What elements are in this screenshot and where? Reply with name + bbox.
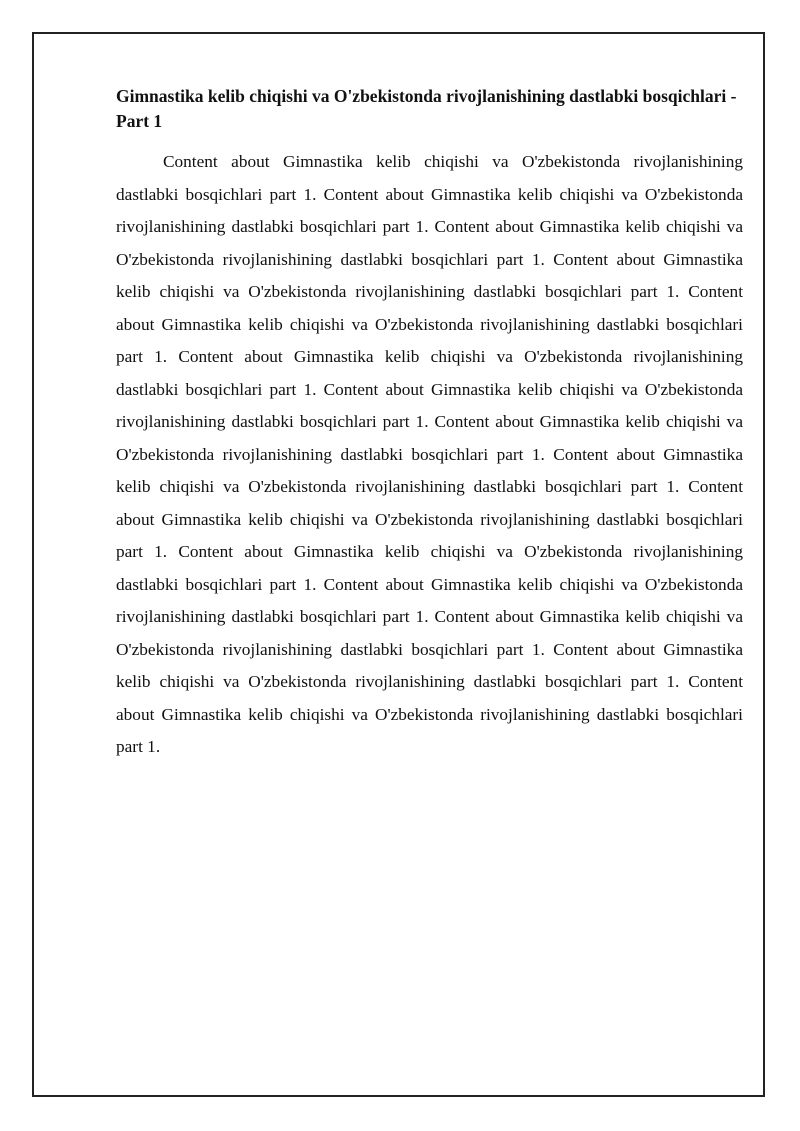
document-title: Gimnastika kelib chiqishi va O'zbekistonda rivojlanishining dastlabki bosqichlari - Part 1: [116, 86, 737, 131]
document-content: [116, 84, 743, 764]
document-body-paragraph: Content about Gimnastika kelib chiqishi va O'zbekistonda rivojlanishining dastlabki bosqichlari part 1. Content about Gimnastika kelib chiqishi va O'zbekistonda rivojlanishining dastlabki bosqichlari part 1. Content about Gimnastika kelib chiqishi va O'zbekistonda rivojlanishining dastlabki bosqichlari part 1. Content about Gimnastika kelib chiqishi va O'zbekistonda rivojlanishining dastlabki bosqichlari part 1. Content about Gimnastika kelib chiqishi va O'zbekistonda rivojlanishining dastlabki bosqichlari part 1. Content about Gimnastika kelib chiqishi va O'zbekistonda rivojlanishining dastlabki bosqichlari part 1. Content about Gimnastika kelib chiqishi va O'zbekistonda rivojlanishining dastlabki bosqichlari part 1. Content about Gimnastika kelib chiqishi va O'zbekistonda rivojlanishining dastlabki bosqichlari part 1. Content about Gimnastika kelib chiqishi va O'zbekistonda rivojlanishining dastlabki bosqichlari part 1. Content about Gimnastika kelib chiqishi va O'zbekistonda rivojlanishining dastlabki bosqichlari part 1. Content about Gimnastika kelib chiqishi va O'zbekistonda rivojlanishining dastlabki bosqichlari part 1. Content about Gimnastika kelib chiqishi va O'zbekistonda rivojlanishining dastlabki bosqichlari part 1. Content about Gimnastika kelib chiqishi va O'zbekistonda rivojlanishining dastlabki bosqichlari part 1. Content about Gimnastika kelib chiqishi va O'zbekistonda rivojlanishining dastlabki bosqichlari part 1. Content about Gimnastika kelib chiqishi va O'zbekistonda rivojlanishining dastlabki bosqichlari part 1.: [116, 152, 743, 756]
